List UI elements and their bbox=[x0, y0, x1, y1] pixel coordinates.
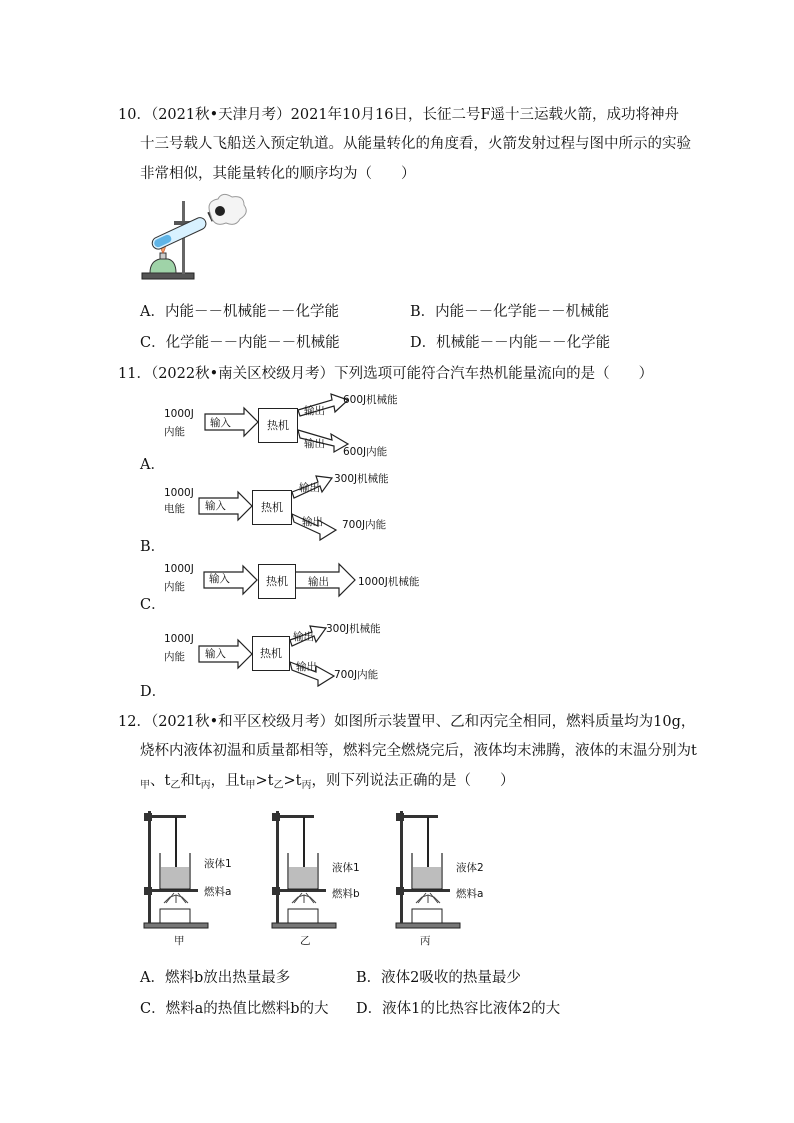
q11-option-c-letter: C． bbox=[140, 597, 166, 613]
diagram-c-input-kind: 内能 bbox=[164, 581, 185, 593]
diagram-a-input-kind: 内能 bbox=[164, 426, 185, 438]
diagram-b-output-top: 输出 bbox=[299, 482, 320, 494]
diagram-a-input-label: 输入 bbox=[210, 417, 231, 429]
diagram-b-out1: 300J机械能 bbox=[334, 473, 389, 485]
diagram-c-out1: 1000J机械能 bbox=[358, 576, 420, 588]
q11-option-d-letter: D． bbox=[140, 684, 167, 700]
q12-line1: 12．（2021秋•和平区校级月考）如图所示装置甲、乙和丙完全相同，燃料质量均为10g， bbox=[118, 714, 696, 730]
q12-option-c: C．燃料a的热值比燃料b的大 bbox=[140, 1001, 329, 1017]
setup-bing-apparatus bbox=[392, 805, 462, 930]
q10-option-a: A．内能－－机械能－－化学能 bbox=[140, 304, 339, 320]
setup-jia-liquid: 液体1 bbox=[204, 858, 232, 870]
diagram-a-output-bottom: 输出 bbox=[304, 438, 325, 450]
setup-yi-apparatus bbox=[268, 805, 338, 930]
q12-option-a: A．燃料b放出热量最多 bbox=[140, 970, 291, 986]
diagram-b-input-label: 输入 bbox=[205, 500, 226, 512]
q10-option-c: C．化学能－－内能－－机械能 bbox=[140, 335, 340, 351]
setup-bing-name: 丙 bbox=[420, 935, 431, 947]
q10-line3: 非常相似，其能量转化的顺序均为（ ） bbox=[140, 166, 416, 182]
test-tube-apparatus-figure bbox=[140, 193, 250, 288]
q10-option-b: B．内能－－化学能－－机械能 bbox=[410, 304, 610, 320]
diagram-a-output-top: 输出 bbox=[304, 405, 325, 417]
diagram-b-input-kind: 电能 bbox=[164, 503, 185, 515]
diagram-d-output-bottom: 输出 bbox=[296, 661, 317, 673]
diagram-d-out2: 700J内能 bbox=[334, 669, 379, 681]
q10-option-d: D．机械能－－内能－－化学能 bbox=[410, 335, 611, 351]
setup-jia-apparatus bbox=[140, 805, 210, 930]
diagram-d-input-amount: 1000J bbox=[164, 633, 194, 645]
diagram-a-out2: 600J内能 bbox=[343, 446, 388, 458]
setup-bing-liquid: 液体2 bbox=[456, 862, 484, 874]
setup-bing-fuel: 燃料a bbox=[456, 888, 484, 900]
setup-jia-name: 甲 bbox=[174, 935, 185, 947]
diagram-b-input-amount: 1000J bbox=[164, 487, 194, 499]
diagram-c-output: 输出 bbox=[308, 576, 329, 588]
q10-line2: 十三号载人飞船送入预定轨道。从能量转化的角度看，火箭发射过程与图中所示的实验 bbox=[140, 136, 691, 152]
q12-option-b: B．液体2吸收的热量最少 bbox=[356, 970, 521, 986]
diagram-d-out1: 300J机械能 bbox=[326, 623, 381, 635]
diagram-a-engine-box: 热机 bbox=[258, 408, 298, 443]
q11-option-a-letter: A． bbox=[140, 457, 165, 473]
q11-option-b-letter: B． bbox=[140, 539, 166, 555]
diagram-d-output-top: 输出 bbox=[293, 631, 314, 643]
diagram-c-input-amount: 1000J bbox=[164, 563, 194, 575]
diagram-c-engine-box: 热机 bbox=[258, 564, 296, 599]
q10-line1: 10．（2021秋•天津月考）2021年10月16日，长征二号F遥十三运载火箭，成功将神舟 bbox=[118, 107, 680, 123]
q12-option-d: D．液体1的比热容比液体2的大 bbox=[356, 1001, 561, 1017]
setup-yi-name: 乙 bbox=[300, 935, 311, 947]
diagram-b-output-bottom: 输出 bbox=[302, 516, 323, 528]
diagram-c-input-label: 输入 bbox=[209, 573, 230, 585]
diagram-b-out2: 700J内能 bbox=[342, 519, 387, 531]
diagram-d-input-label: 输入 bbox=[205, 648, 226, 660]
diagram-a-input-amount: 1000J bbox=[164, 408, 194, 420]
diagram-a-out1: 600J机械能 bbox=[343, 394, 398, 406]
q12-line2: 烧杯内液体初温和质量都相等，燃料完全燃烧完后，液体均末沸腾，液体的末温分别为t bbox=[140, 743, 697, 759]
diagram-d-input-kind: 内能 bbox=[164, 651, 185, 663]
q11-line1: 11．（2022秋•南关区校级月考）下列选项可能符合汽车热机能量流向的是（ ） bbox=[118, 366, 654, 382]
setup-yi-liquid: 液体1 bbox=[332, 862, 360, 874]
q12-line3: $_甲$、$t_乙$和$t_丙$，且$t_甲>t_乙>t_丙$，则下列说法正确的是（ ） bbox=[140, 773, 515, 791]
diagram-d-engine-box: 热机 bbox=[252, 636, 290, 671]
diagram-b-engine-box: 热机 bbox=[252, 490, 292, 525]
setup-yi-fuel: 燃料b bbox=[332, 888, 360, 900]
setup-jia-fuel: 燃料a bbox=[204, 886, 232, 898]
